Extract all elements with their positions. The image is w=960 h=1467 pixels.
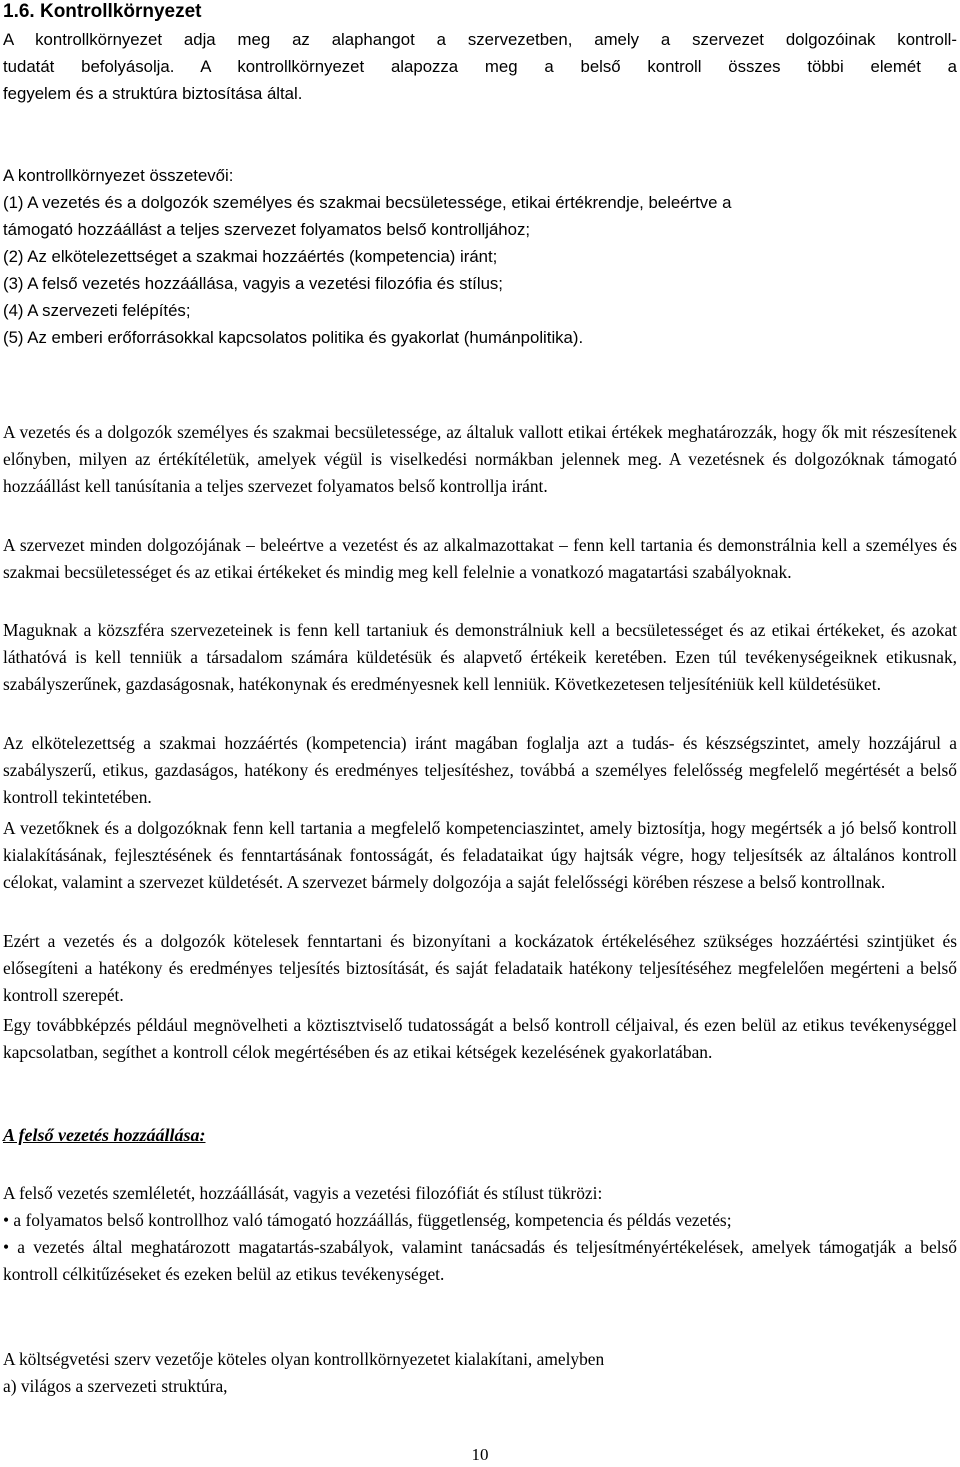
component-item-1-line-1: (1) A vezetés és a dolgozók személyes és szakmai becsületessége, etikai értékrendje, beleértve a: [3, 193, 732, 212]
closing-line-1: A költségvetési szerv vezetője köteles olyan kontrollkörnyezetet kialakítani, amelyben: [3, 1349, 605, 1369]
body-paragraph: Ezért a vezetés és a dolgozók kötelesek fenntartani és bizonyítani a kockázatok értékeléséhez szükséges hozzáértési szintjüket és elősegíteni a hatékony és eredményes teljesítés biztosítását, és saját feladataik hatékony teljesítéséhez megfelelően megérteni a belső kontroll szerepét.: [3, 931, 957, 1005]
management-section: [3, 1180, 957, 1288]
body-paragraph: Az elkötelezettség a szakmai hozzáértés (kompetencia) iránt magában foglalja azt a tudás- és készségszintet, amely hozzájárul a szabályszerű, etikus, gazdaságos, hatékony és eredményes teljesítéshez, továbbá a személyes felelősség megfelelő megértését a belső kontroll tekintetében.: [3, 733, 957, 807]
intro-line-2: tudatát befolyásolja. A kontrollkörnyezet alapozza meg a belső kontroll összes többi elemét a: [3, 57, 957, 76]
body-paragraph: A vezetőknek és a dolgozóknak fenn kell tartania a megfelelő kompetenciaszintet, amely biztosítja, hogy megértsék a jó belső kontroll kialakításának, fejlesztésének és fenntartásának fontosságát, és feladataikat úgy hajtsák végre, hogy teljesítsék az általános kontroll célokat, valamint a szervezet küldetését. A szervezet bármely dolgozója a saját felelősségi körében részese a belső kontrollnak.: [3, 818, 957, 892]
component-item-2: (2) Az elkötelezettséget a szakmai hozzáértés (kompetencia) iránt;: [3, 247, 498, 266]
component-item-1-line-2: támogató hozzáállást a teljes szervezet folyamatos belső kontrolljához;: [3, 220, 531, 239]
component-item-3: (3) A felső vezetés hozzáállása, vagyis a vezetési filozófia és stílus;: [3, 274, 503, 293]
subheading: [3, 1122, 957, 1149]
management-intro: A felső vezetés szemléletét, hozzáállását, vagyis a vezetési filozófiát és stílust tükrözi:: [3, 1183, 603, 1203]
subheading-text: A felső vezetés hozzáállása:: [3, 1125, 206, 1145]
component-item-4: (4) A szervezeti felépítés;: [3, 301, 191, 320]
body-paragraph: A vezetés és a dolgozók személyes és szakmai becsületessége, az általuk vallott etikai értékek meghatározzák, hogy ők mit részesítenek előnyben, milyen az értékítéletük, amelyek végül is viselkedési normákban jelennek meg. A vezetésnek és dolgozóknak támogató hozzáállást kell tanúsítania a teljes szervezet folyamatos belső kontrollja iránt.: [3, 422, 957, 496]
body-paragraph: Egy továbbképzés például megnövelheti a köztisztviselő tudatosságát a belső kontroll céljaival, és ezen belül az etikus tevékenységgel kapcsolatban, segíthet a kontroll célok megértésében és az etikai kétségek kezelésének gyakorlatában.: [3, 1015, 957, 1062]
section-title: 1.6. Kontrollkörnyezet: [3, 1, 202, 22]
components-title: A kontrollkörnyezet összetevői:: [3, 166, 234, 185]
intro-line-3: fegyelem és a struktúra biztosítása által.: [3, 84, 303, 103]
page-number: 10: [471, 1445, 489, 1464]
body-paragraph: Maguknak a közszféra szervezeteinek is fenn kell tartaniuk és demonstrálniuk kell a becsületességet és az etikai értékeket, és azokat láthatóvá is kell tenniük a társadalom számára küldetésük és alapvető értékeik keretében. Ezen túl tevékenységeiknek etikusnak, szabályszerűnek, gazdaságosnak, hatékonynak és eredményesnek kell lenniük. Következetesen teljesíténiük kell küldetésüket.: [3, 620, 957, 694]
component-item-5: (5) Az emberi erőforrásokkal kapcsolatos politika és gyakorlat (humánpolitika).: [3, 328, 584, 347]
closing-section: [3, 1346, 957, 1400]
closing-line-2: a) világos a szervezeti struktúra,: [3, 1376, 228, 1396]
management-bullet-2: • a vezetés által meghatározott magatartás-szabályok, valamint tanácsadás és teljesítményértékelések, amelyek támogatják a belső kontroll célkitűzéseket és ezeken belül az etikus tevékenységet.: [3, 1237, 957, 1284]
intro-line-1: A kontrollkörnyezet adja meg az alaphangot a szervezetben, amely a szervezet dolgozóinak kontroll-: [3, 30, 957, 49]
components-list: [3, 162, 957, 351]
management-bullet-1: • a folyamatos belső kontrollhoz való támogató hozzáállás, függetlenség, kompetencia és példás vezetés;: [3, 1210, 732, 1230]
body-paragraph: A szervezet minden dolgozójának – beleértve a vezetést és az alkalmazottakat – fenn kell tartania és demonstrálnia kell a személyes és szakmai becsületességet és az etikai értékeket és mindig meg kell felelnie a vonatkozó magatartási szabályoknak.: [3, 535, 957, 582]
intro-paragraph: [3, 26, 957, 107]
